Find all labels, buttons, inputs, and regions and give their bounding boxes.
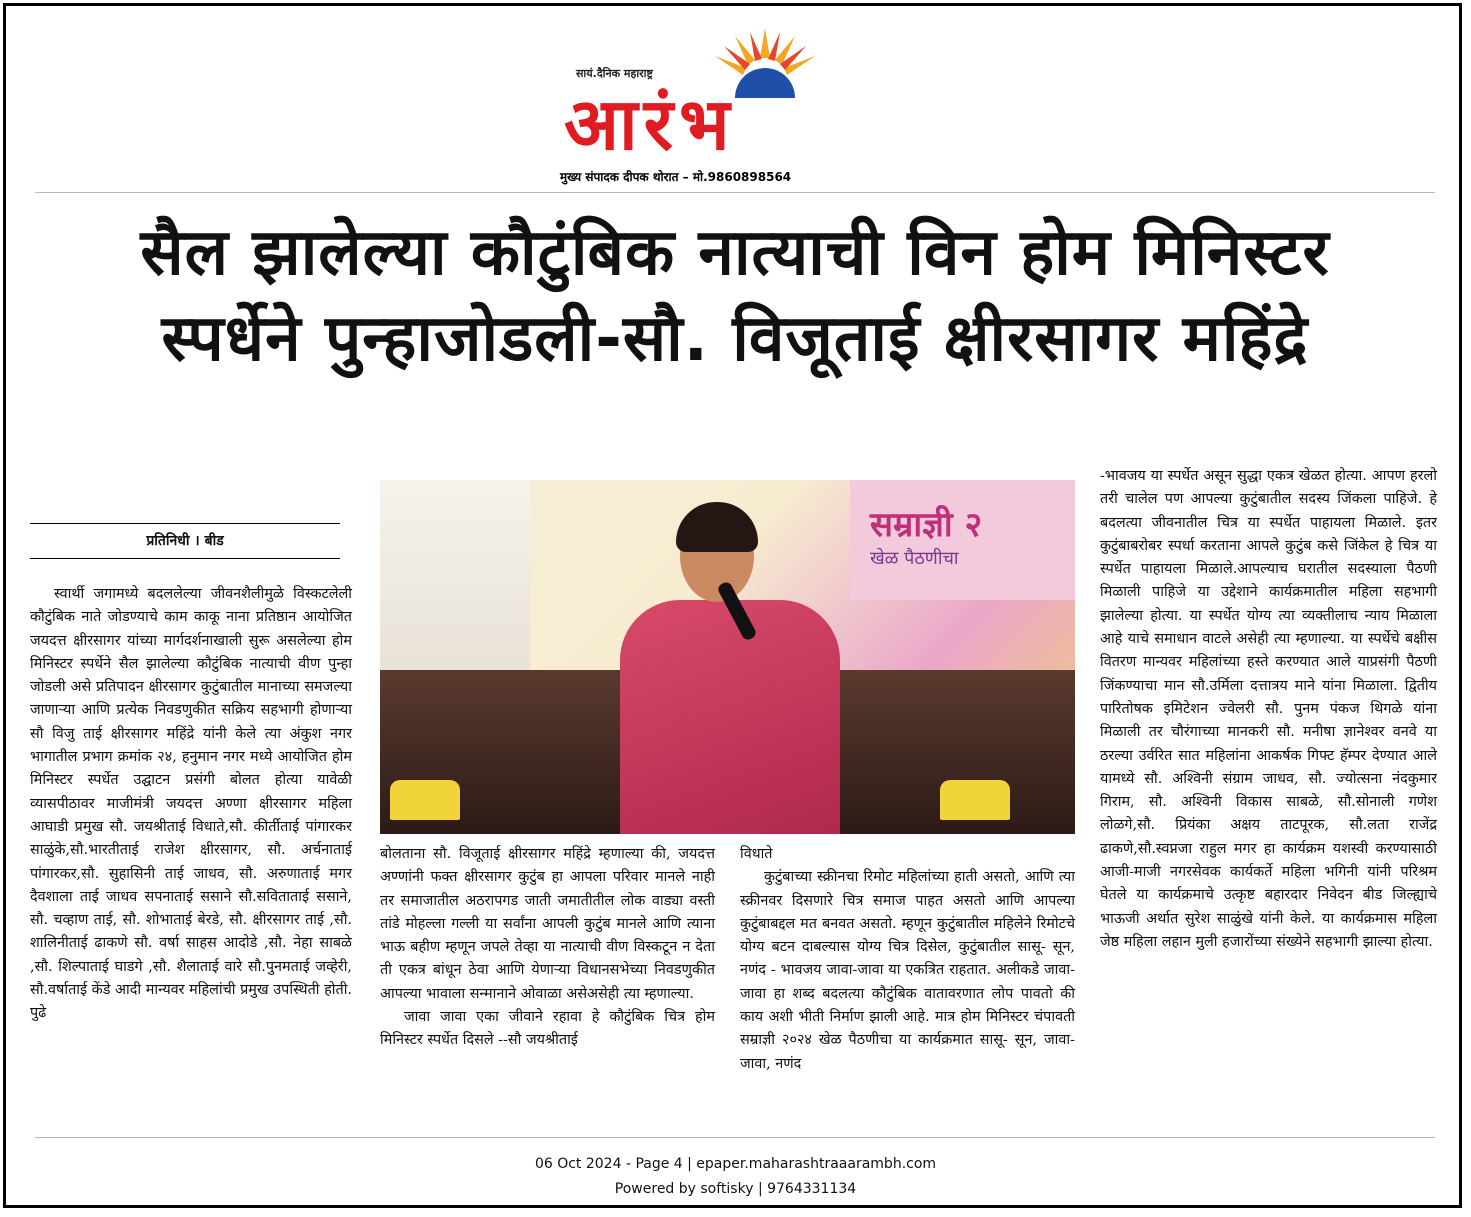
footer-date-site: 06 Oct 2024 - Page 4 | epaper.maharashtraaarambh.com <box>534 1156 937 1172</box>
headline-line-2: स्पर्धेने पुन्हाजोडली-सौ. विजूताई क्षीरसागर महिंद्रे <box>161 302 1309 376</box>
headline <box>30 210 1440 382</box>
byline-rule-top <box>30 523 340 524</box>
photo-speaker <box>620 600 840 834</box>
byline: प्रतिनिधी । बीड <box>146 533 224 549</box>
article-column-4 <box>1100 465 1437 954</box>
editor-line: मुख्य संपादक दीपक थोरात – मो.9860898564 <box>560 170 792 184</box>
masthead <box>560 18 900 188</box>
headline-line-1: सैल झालेल्या कौटुंबिक नात्याची विन होम मिनिस्टर <box>140 216 1330 290</box>
photo-background-poster <box>380 480 530 670</box>
article-column-2 <box>380 843 715 1053</box>
footer-powered-by: Powered by softisky | 9764331134 <box>614 1181 857 1197</box>
photo-chair <box>390 780 460 820</box>
column-4-paragraph: -भावजय या स्पर्धेत असून सुद्धा एकत्र खेळत होत्या. आपण हरलो तरी चालेल पण आपल्या कुटुंबातील सदस्य जिंकला पाहिजे. हे बदलत्या जीवनातील चित्र या स्पर्धेत पाहायला मिळाले. इतर कुटुंबाबरोबर स्पर्धा करताना आपले कुटुंब कसे जिंकेल हे चित्र या स्पर्धेत पाहायला मिळाले.आपल्याच घरातील सदस्याला पैठणी मिळाली पाहिजे या उद्देशाने कार्यक्रमातील महिला सहभागी झालेल्या होत्या. या स्पर्धेत योग्य त्या व्यक्तीलाच न्याय मिळाला आहे याचे समाधान वाटले असेही त्या म्हणाल्या. या स्पर्धेचे बक्षीस वितरण मान्यवर महिलांच्या हस्ते करण्यात आले याप्रसंगी पैठणी जिंकण्याचा मान सौ.उर्मिला दत्तात्रय माने यांना मिळाला. द्वितीय पारितोषक इमिटेशन ज्वेलरी सौ. पुनम पंकज थिगळे यांना मिळाली तर चौरंगाच्या मानकरी सौ. मनीषा ज्ञानेश्वर वनवे या ठरल्या उर्वरित सात महिलांना आकर्षक गिफ्ट हॅम्पर देण्यात आले यामध्ये सौ. अश्विनी संग्राम जाधव, सौ. ज्योत्सना नंदकुमार गिराम, सौ. अश्विनी विकास साबळे, सौ.सोनाली गणेश लोळगे,सौ. प्रियंका अक्षय ताटपूरक, सौ.लता राजेंद्र ढाकणे,सौ.स्वप्नजा राहुल मगर हा कार्यक्रम यशस्वी करण्यासाठी आजी-माजी नगरसेवक कार्यकर्ते महिला भगिनी यांनी परिश्रम घेतले या कार्यक्रमाचे उत्कृष्ट बहारदार निवेदन बीड जिल्ह्याचे भाऊजी अर्थात सुरेश साळुंखे यांनी केले. या कार्यक्रमास महिला जेष्ठ महिला लहान मुली हजारोंच्या संख्येने सहभागी झाल्या होत्या. <box>1100 468 1437 950</box>
column-3-paragraph-1: विधाते <box>740 846 773 862</box>
column-2-paragraph-1: बोलताना सौ. विजूताई क्षीरसागर महिंद्रे म्हणाल्या की, जयदत्त अण्णांनी फक्त क्षीरसागर कुटुंब हा आपला परिवार मानले नाही तर समाजातील अठरापगड जाती जमातीतील लोक वाड्या वस्ती तांडे मोहल्ला गल्ली या सर्वांना आपली कुटुंब मानले आणि त्याना भाऊ बहीण म्हणून जपले तेव्हा या नात्याची वीण विस्कटून न देता ती एकत्र बांधून ठेवा आणि येणाऱ्या विधानसभेच्या निवडणुकीत आपल्या भावाला सन्मानाने ओवाळा असेअसेही त्या म्हणाल्या. <box>380 846 715 1002</box>
masthead-tagline: सायं.दैनिक महाराष्ट्र <box>576 67 653 80</box>
article-column-3 <box>740 843 1075 1076</box>
event-photo <box>380 480 1075 834</box>
article-column-1 <box>30 583 352 1026</box>
footer-divider <box>35 1137 1435 1138</box>
newspaper-logo: आरंभ <box>564 81 736 166</box>
column-3-paragraph-2: कुटुंबाच्या स्क्रीनचा रिमोट महिलांच्या हाती असतो, आणि त्या स्क्रीनवर दिसणारे चित्र समाज पाहत असतो आणि आपल्या कुटुंबाबद्दल मत बनवत असतो. म्हणून कुटुंबातील महिलेने रिमोटचे योग्य बटन दाबल्यास योग्य चित्र दिसेल, कुटुंबातील सासू- सून, नणंद - भावजय जावा-जावा या एकत्रित राहतात. अलीकडे जावा- जावा हा शब्द बदलत्या कौटुंबिक वातावरणात लोप पावतो की काय अशी भीती निर्माण झाली आहे. मात्र होम मिनिस्टर चंपावती सम्राज्ञी २०२४ खेळ पैठणीचा या कार्यक्रमात सासू- सून, जावा- जावा, नणंद <box>740 869 1075 1072</box>
photo-speaker-hair <box>676 502 758 552</box>
column-2-paragraph-2: जावा जावा एका जीवाने रहावा हे कौटुंबिक चित्र होम मिनिस्टर स्पर्धेत दिसले --सौ जयश्रीताई <box>380 1009 715 1049</box>
photo-banner-text: सम्राज्ञी २ <box>870 505 983 545</box>
byline-rule-bottom <box>30 558 340 559</box>
photo-banner-subtext: खेळ पैठणीचा <box>870 548 959 569</box>
photo-chair <box>940 780 1010 820</box>
column-1-paragraph: स्वार्थी जगामध्ये बदललेल्या जीवनशैलीमुळे विस्कटलेली कौटुंबिक नाते जोडण्याचे काम काकू नाना प्रतिष्ठान आयोजित जयदत्त क्षीरसागर यांच्या मार्गदर्शनाखाली सुरू असलेल्या होम मिनिस्टर स्पर्धेने सैल झालेल्या कौटुंबिक नात्याची वीण पुन्हा जोडली असे प्रतिपादन क्षीरसागर कुटुंबातील मानाच्या समजल्या जाणाऱ्या आणि प्रत्येक निवडणुकीत सक्रिय सहभागी होणाऱ्या सौ विजु ताई क्षीरसागर महिंद्रे यांनी केले त्या अंकुश नगर भागातील प्रभाग क्रमांक २४, हनुमान नगर मध्ये आयोजित होम मिनिस्टर स्पर्धेत उद्घाटन प्रसंगी बोलत होत्या यावेळी व्यासपीठावर माजीमंत्री जयदत्त अण्णा क्षीरसागर महिला आघाडी प्रमुख सौ. जयश्रीताई विधाते,सौ. कीर्तीताई पांगारकर साळुंके,सौ.भारतीताई राजेश क्षीरसागर, सौ. अर्चनाताई पांगारकर,सौ. सुहासिनी ताई जाधव, सौ. अरुणाताई मगर दैवशाला ताई जाधव सपनाताई ससाने सौ.सविताताई ससाने, सौ. चव्हाण ताई, सौ. शोभाताई बेरडे, सौ. क्षीरसागर ताई ,सौ. शालिनीताई ढाकणे सौ. वर्षा साहस आदोडे ,सौ. नेहा साबळे ,सौ. शिल्पाताई घाडगे ,सौ. शैलाताई वारे सौ.पुनमताई जव्हेरी, सौ.वर्षाताई केंडे आदी मान्यवर महिलांची प्रमुख उपस्थिती होती. पुढे <box>30 586 352 1022</box>
masthead-divider <box>35 192 1435 193</box>
